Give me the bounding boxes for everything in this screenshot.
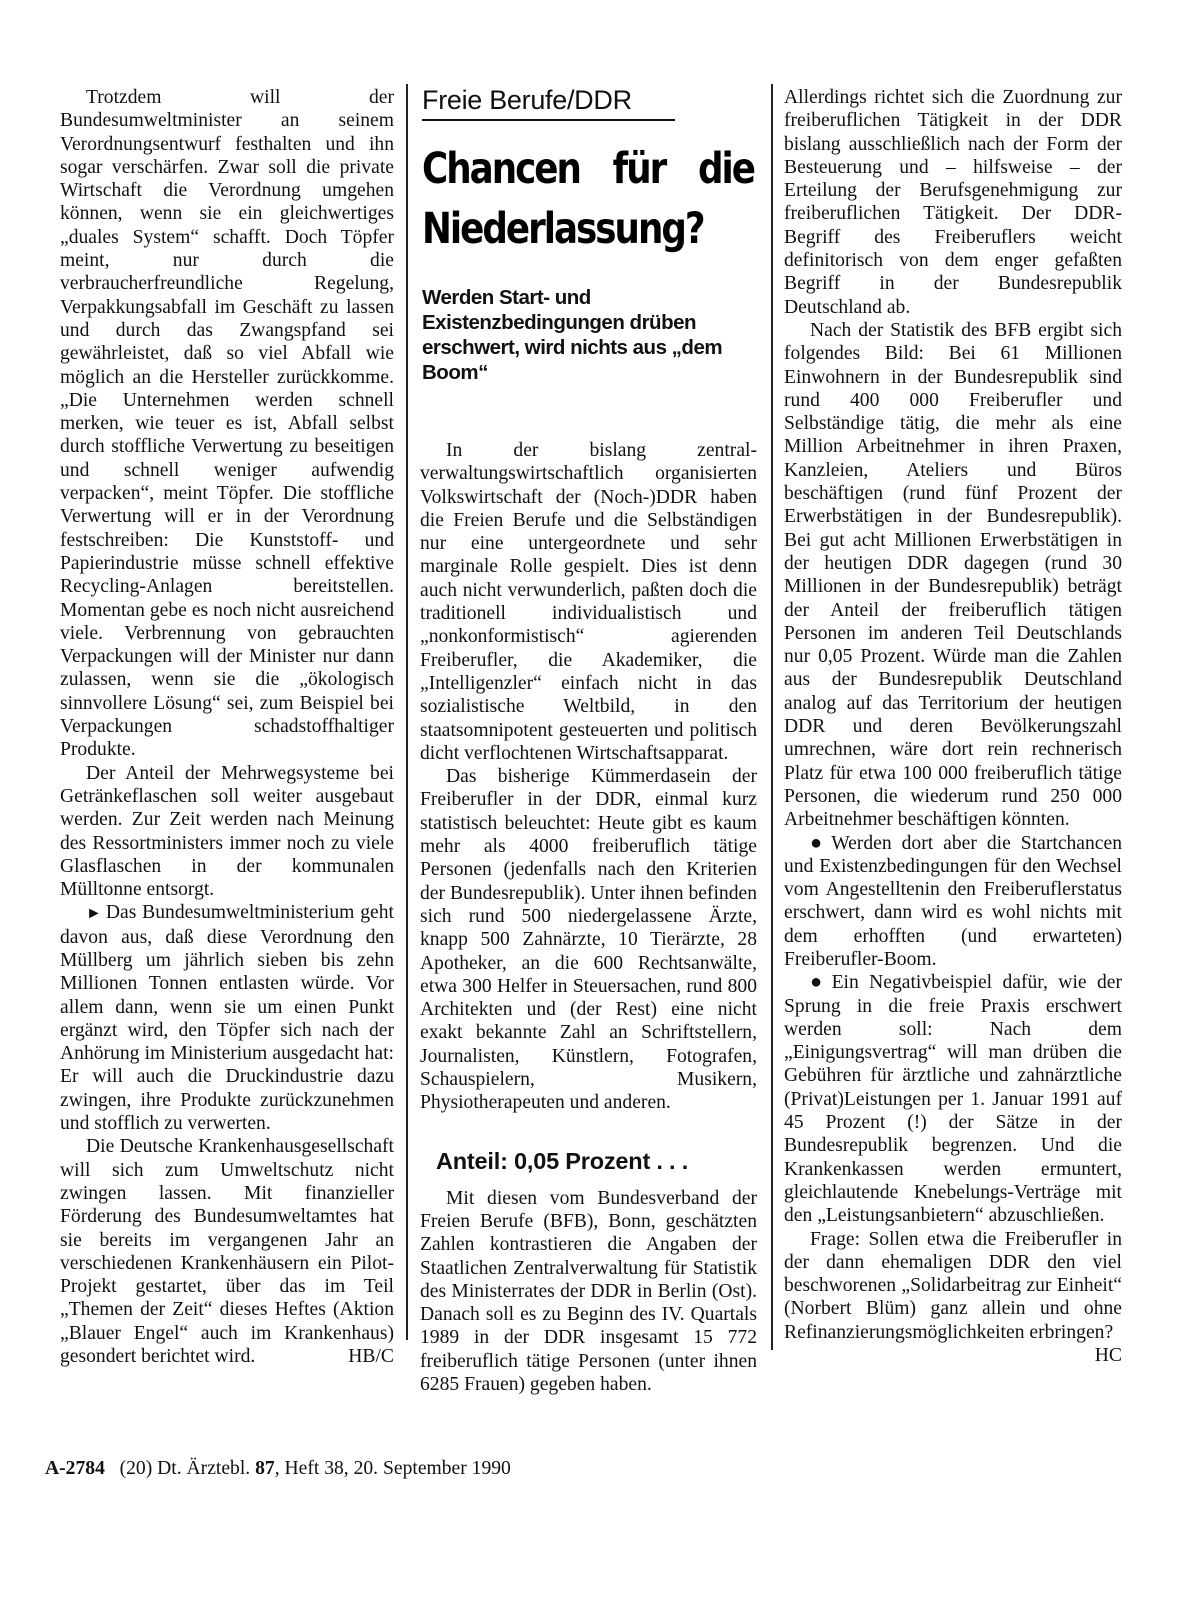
rubric: Freie Berufe/DDR: [422, 84, 675, 121]
right-paragraph-2: Nach der Statistik des BFB ergibt sich folgendes Bild: Bei 61 Millionen Einwohnern in der Bundesrepublik sind rund 400 000 Freiberufler und Selbständige tätig, die mehr als eine Million Arbeitnehmer in ihren Praxen, Kanzleien, Ateliers und Büros beschäftigen (rund fünf Prozent der Erwerbstätigen in der Bundesrepublik). Bei gut acht Millionen Erwerbstätigen in der heutigen DDR dagegen (rund 30 Millionen in der Bundesrepublik) beträgt der Anteil der freiberuflich tätigen Personen im anderen Teil Deutschlands nur 0,05 Prozent. Würde man die Zahlen aus der Bundesrepublik Deutschland analog auf das Territorium der heutigen DDR und deren Bevölkerungszahl umrechnen, wäre dort rein rechnerisch Platz für etwa 100 000 freiberuflich tätige Personen, die wiederum rund 250 000 Arbeitnehmer beschäftigen könnten.: [784, 319, 1122, 831]
bullet-dot-icon: ●: [810, 831, 828, 854]
page-code: A-2784: [45, 1458, 105, 1479]
left-paragraph-3: ► Das Bundesumweltministerium geht davon aus, daß diese Verordnung den Müllberg um jährlich sieben bis zehn Millionen Tonnen entlasten würde. Vor allem dann, wenn sie um einen Punkt ergänzt wird, den Töpfer sich nach der Anhörung im Ministerium ausgedacht hat: Er will auch die Druckindustrie dazu zwingen, ihre Produkte zurückzunehmen und stofflich zu verwerten.: [60, 902, 394, 1135]
volume-number: 87: [255, 1458, 275, 1479]
middle-paragraph-2: Das bisherige Kümmerdasein der Freiberufler in der DDR, einmal kurz statistisch beleuchtet: Heute gibt es kaum mehr als 4000 freiberuflich tätige Personen (jedenfalls nach den Kriterien der Bundesrepublik). Unter ihnen befinden sich rund 500 niedergelassene Ärzte, knapp 500 Zahnärzte, 10 Tierärzte, 28 Apotheker, an die 600 Rechtsanwälte, etwa 300 Helfer in Steuersachen, rund 800 Architekten und (der Rest) eine nicht exakt bekannte Zahl an Schriftstellern, Journalisten, Künstlern, Fotografen, Schauspielern, Musikern, Physiotherapeuten und anderen.: [420, 766, 757, 1114]
right-paragraph-1: Allerdings richtet sich die Zuordnung zur freiberuflichen Tätigkeit in der DDR bislang ausschließlich nach der Form der Besteuerung und – hilfsweise – der Erteilung der Berufsgenehmigung zur freiberuflichen Tätigkeit. Der DDR-Begriff des Freiberuflers weicht definitorisch von dem enger gefaßten Begriff in der Bundesrepublik Deutschland ab.: [784, 87, 1122, 318]
page-number: (20): [119, 1458, 153, 1479]
middle-paragraph-1: In der bislang zentral-verwaltungswirtschaftlich organisierten Volkswirtschaft der (Noch-)DDR haben die Freien Berufe und die Selbständigen nur eine untergeordnete und sehr marginale Rolle gespielt. Dies ist denn auch nicht verwunderlich, paßten doch die traditionell individualistisch und „nonkonformistisch“ agierenden Freiberufler, die Akademiker, die „Intelligenzler“ einfach nicht in das sozialistische Weltbild, in den staatsomnipotent gesteuerten und politisch dicht verflochtenen Wirtschaftsapparat.: [420, 440, 757, 764]
subheadline: Werden Start- und Existenzbedingungen drüben erschwert, wird nichts aus „dem Boom“: [422, 286, 723, 384]
left-column: [60, 86, 394, 1368]
left-paragraph-2: Der Anteil der Mehrwegsysteme bei Getränkeflaschen soll weiter ausgebaut werden. Zur Zeit werden nach Meinung des Ressortministers immer noch zu viele Glasflaschen in der kommunalen Mülltonne entsorgt.: [60, 762, 394, 901]
triangle-bullet-icon: ►: [86, 905, 102, 923]
bullet-dot-icon: ●: [810, 971, 828, 994]
left-paragraph-4: Die Deutsche Krankenhausgesellschaft will sich zum Umweltschutz nicht zwingen lassen. Mit finanzieller Förderung des Bundesumweltamtes hat sie bereits im vergangenen Jahr an verschiedenen Krankenhäusern ein Pilot-Projekt gestartet, über das im Teil „Themen der Zeit“ dieses Heftes (Aktion „Blauer Engel“ auch im Krankenhaus) gesondert berichtet wird. HB/C: [60, 1136, 394, 1368]
journal-name: Dt. Ärztebl.: [157, 1458, 251, 1479]
author-signature: HC: [1094, 1345, 1122, 1367]
column-rule-left: [406, 84, 408, 1340]
right-paragraph-5: Frage: Sollen etwa die Freiberufler in der dann ehemaligen DDR den viel beschworenen „Solidarbeitrag zur Einheit“ (Norbert Blüm) ganz allein und ohne Refinanzierungsmöglichkeiten erbringen? HC: [784, 1228, 1122, 1367]
right-paragraph-3: ● Werden dort aber die Startchancen und Existenzbedingungen für den Wechsel vom Angestelltenin den Freiberuflerstatus erschwert, dann wird es wohl nichts mit dem erhofften (und erwarteten) Freiberufler-Boom.: [784, 831, 1122, 970]
headline: Chancen für die Niederlassung?: [422, 144, 754, 254]
column-rule-right: [771, 84, 773, 1350]
right-paragraph-4: ● Ein Negativbeispiel dafür, wie der Sprung in die freie Praxis erschwert werden soll: Nach dem „Einigungsvertrag“ will man drüben die Gebühren für ärztliche und zahnärztliche (Privat)Leistungen per 1. Januar 1991 auf 45 Prozent (!) der Sätze in der Bundesrepublik begrenzen. Und die Krankenkassen werden ermuntert, gleichlautende Knebelungs-Verträge mit den „Leistungsanbietern“ abzuschließen.: [784, 971, 1122, 1227]
section-heading: Anteil: 0,05 Prozent . . .: [436, 1147, 689, 1174]
issue-date: , Heft 38, 20. September 1990: [274, 1458, 511, 1479]
author-signature: HB/C: [348, 1346, 394, 1368]
left-paragraph-1: Trotzdem will der Bundesumweltminister an seinem Verordnungsentwurf festhalten und ihn sogar verschärfen. Zwar soll die private Wirtschaft die Verordnung umgehen können, wenn sie ein gleichwertiges „duales System“ schafft. Doch Töpfer meint, nur durch die verbraucherfreundliche Regelung, Verpakkungsabfall im Geschäft zu lassen und durch das Zwangspfand sei gewährleistet, daß so viel Abfall wie möglich an die Hersteller zurückkomme. „Die Unternehmen werden schnell merken, wie teuer es ist, Abfall selbst durch stoffliche Verwertung zu beseitigen und schnell weniger aufwendig verpacken“, meint Töpfer. Die stoffliche Verwertung will er in der Verordnung festschreiben: Die Kunststoff- und Papierindustrie müsse schnell effektive Recycling-Anlagen bereitstellen. Momentan gebe es noch nicht ausreichend viele. Verbrennung von gebrauchten Verpackungen will der Minister nur dann zulassen, wenn sie die „ökologisch sinnvollere Lösung“ sei, zum Beispiel bei Verpackungen schadstoffhaltiger Produkte.: [60, 87, 394, 761]
middle-paragraph-3: Mit diesen vom Bundesverband der Freien Berufe (BFB), Bonn, geschätzten Zahlen kontrastieren die Angaben der Staatlichen Zentralverwaltung für Statistik des Ministerrates der DDR in Berlin (Ost). Danach soll es zu Beginn des IV. Quartals 1989 in der DDR insgesamt 15 772 freiberuflich tätige Personen (unter ihnen 6285 Frauen) gegeben haben.: [420, 1187, 757, 1395]
page-footer: [45, 1457, 511, 1481]
right-column: [784, 86, 1122, 1367]
middle-column: [420, 86, 757, 1396]
